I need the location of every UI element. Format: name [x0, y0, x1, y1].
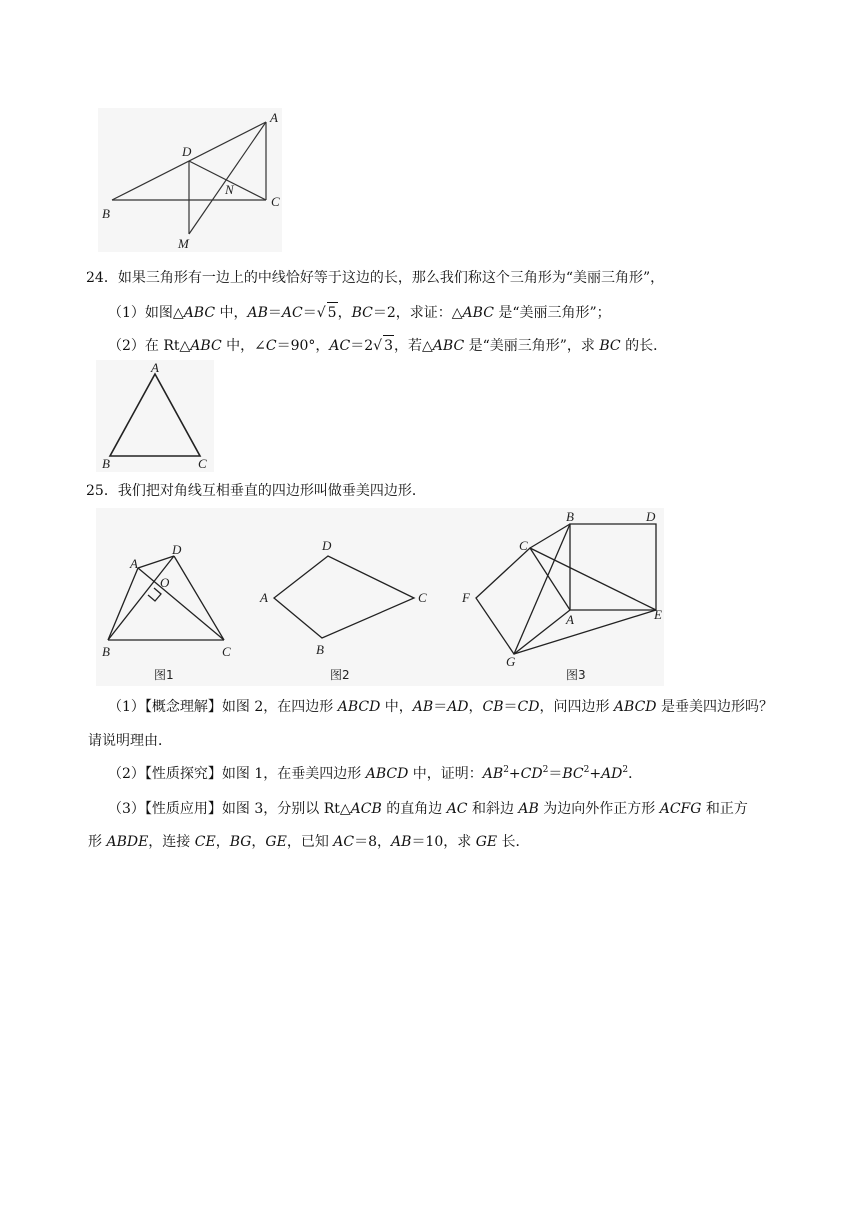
figure-q23	[98, 108, 282, 252]
q25-p3-acfg: ACFG	[659, 801, 702, 817]
q24-p2-mid2: ，若△	[394, 338, 433, 354]
q23-label-a: A	[270, 110, 278, 125]
figure-q25-strip	[96, 508, 664, 686]
q25-p3-ab: AB	[518, 801, 539, 817]
q25-p1-prefix: （1）【概念理解】如图 2，在四边形	[108, 699, 338, 715]
q24-p1-sqrt-val: 5	[327, 302, 338, 323]
q23-label-c: C	[271, 194, 280, 209]
q25-p2-plus1: +	[508, 766, 521, 782]
fig1-label-o: O	[160, 575, 170, 590]
q25-p3-abval: ＝10，求	[411, 834, 476, 850]
q24-label-b: B	[102, 456, 110, 471]
q25-p1-abcd: ABCD	[337, 699, 381, 715]
q25-p3-ce: CE	[194, 834, 216, 850]
q24-stem-text: 如果三角形有一边上的中线恰好等于这边的长，那么我们称这个三角形为“美丽三角形”，	[117, 270, 665, 286]
fig3-label-f: F	[462, 590, 470, 605]
q24-p2-sqrt-val: 3	[383, 335, 394, 356]
fig2-label-a: A	[260, 590, 268, 605]
q25-p2-bc: BC	[562, 766, 584, 782]
q25-stem	[86, 481, 426, 501]
q24-stem	[86, 268, 664, 288]
fig1-label-a: A	[130, 556, 138, 571]
q25-p2-mid: 中，证明：	[408, 766, 483, 782]
q24-p2-prefix: （2）在 Rt△	[108, 338, 191, 354]
q23-label-m: M	[178, 236, 189, 251]
q25-p1-comma: ，	[468, 699, 483, 715]
fig3-label-g: G	[506, 654, 516, 669]
q25-part3-line1	[108, 799, 748, 819]
fig3-label-d: D	[646, 509, 656, 524]
q24-p2-angle: ＝90°，	[276, 338, 330, 354]
q24-p1-ab: AB	[247, 305, 268, 321]
q25-p3-bg: BG	[229, 834, 252, 850]
q24-p2-bc: BC	[599, 338, 621, 354]
q25-p1-cd: CD	[517, 699, 540, 715]
q25-p3-mid: 的直角边	[381, 801, 447, 817]
q25-p3-mid3: 为边向外作正方形	[538, 801, 660, 817]
q25-part1-line2	[88, 731, 172, 751]
fig2-label-b: B	[316, 642, 324, 657]
fig3-label-b: B	[566, 509, 574, 524]
q25-part2	[108, 764, 642, 784]
q24-p2-c: C	[265, 338, 277, 354]
q25-p1-eq1: ＝	[433, 699, 448, 715]
sqrt-symbol: √ 5	[317, 302, 338, 323]
q25-p1-ad: AD	[447, 699, 469, 715]
figure-q25-svg	[96, 508, 664, 686]
q25-p2-cd: CD	[520, 766, 543, 782]
q24-p1-eq2: ＝	[302, 305, 317, 321]
q24-p2-eq: ＝2	[350, 338, 374, 354]
q23-label-n: N	[225, 182, 234, 197]
q24-part2	[108, 335, 667, 356]
q25-p3-c1: ，	[215, 834, 230, 850]
q25-p3-l2-mid2: ，已知	[286, 834, 334, 850]
q24-p1-suffix: 是“美丽三角形”；	[493, 305, 611, 321]
q25-fig2	[274, 556, 414, 638]
q24-p1-abc2: ABC	[462, 305, 494, 321]
q24-label-a: A	[151, 360, 159, 375]
fig2-label-d: D	[322, 538, 332, 553]
q24-p2-abc2: ABC	[432, 338, 465, 354]
q25-p2-end: ．	[628, 766, 643, 782]
q25-p1-suffix: 是垂美四边形吗？	[656, 699, 773, 715]
q24-p1-bcval: ＝2，求证：△	[372, 305, 463, 321]
q25-p2-abcd: ABCD	[365, 766, 409, 782]
fig1-label-d: D	[172, 542, 182, 557]
q24-p1-mid1: 中，	[215, 305, 248, 321]
fig2-label-c: C	[418, 590, 427, 605]
q24-p1-bc: BC	[351, 305, 373, 321]
q24-p1-mid2: ，	[337, 305, 352, 321]
q25-p3-prefix: （3）【性质应用】如图 3，分别以 Rt△	[108, 801, 351, 817]
q25-p1-eq2: ＝	[503, 699, 518, 715]
q24-part1	[108, 302, 611, 323]
figure-q24-triangle	[96, 360, 214, 472]
fig3-label-c: C	[519, 538, 528, 553]
q24-p2-mid3: 是“美丽三角形”，求	[464, 338, 600, 354]
q24-label-c: C	[198, 456, 207, 471]
q25-p3-l2-mid: ，连接	[148, 834, 195, 850]
q24-number: 24．	[86, 270, 118, 286]
q24-p1-eq: ＝	[267, 305, 282, 321]
q25-p1-mid2: ，问四边形	[539, 699, 614, 715]
fig2-caption: 图2	[330, 668, 350, 682]
q23-label-d: D	[182, 144, 192, 159]
q25-p2-ad: AD	[601, 766, 623, 782]
figure-q24-svg	[96, 360, 214, 472]
q25-p2-plus2: +	[589, 766, 602, 782]
q23-label-b: B	[102, 206, 110, 221]
q25-stem-text: 我们把对角线互相垂直的四边形叫做垂美四边形．	[117, 483, 426, 499]
q25-fig3	[476, 524, 656, 654]
q25-part3-line2	[88, 832, 530, 852]
q25-p3-acb: ACB	[350, 801, 382, 817]
q25-p3-ac: AC	[446, 801, 468, 817]
q24-p2-abc: ABC	[190, 338, 222, 354]
q25-p3-mid2: 和斜边	[467, 801, 519, 817]
q25-p3-suffix: 和正方	[701, 801, 748, 817]
q25-p1-line2: 请说明理由．	[88, 733, 172, 749]
q25-p2-ab: AB	[482, 766, 504, 782]
q24-p2-ac: AC	[329, 338, 351, 354]
q25-p1-ab: AB	[412, 699, 434, 715]
q25-p1-mid: 中，	[380, 699, 413, 715]
q25-p2-eq: ＝	[548, 766, 563, 782]
q25-p3-ge2: GE	[475, 834, 498, 850]
q25-part1-line1	[108, 697, 773, 717]
fig3-label-e: E	[654, 607, 662, 622]
q25-fig1	[108, 556, 224, 640]
fig1-label-b: B	[102, 644, 110, 659]
q25-p3-l2-prefix: 形	[88, 834, 107, 850]
fig3-label-a: A	[566, 612, 574, 627]
q25-p1-abcd2: ABCD	[613, 699, 657, 715]
q24-p1-prefix: （1）如图△	[108, 305, 184, 321]
q25-number: 25．	[86, 483, 118, 499]
q25-p2-exp1: 2	[503, 765, 509, 775]
q24-p2-mid1: 中，∠	[221, 338, 266, 354]
q25-p3-ab2: AB	[391, 834, 412, 850]
q25-p2-exp4: 2	[622, 765, 629, 775]
q25-p2-exp3: 2	[583, 765, 590, 775]
q25-p1-cb: CB	[482, 699, 504, 715]
q25-p2-prefix: （2）【性质探究】如图 1，在垂美四边形	[108, 766, 366, 782]
q25-p3-c2: ，	[251, 834, 266, 850]
fig3-caption: 图3	[566, 668, 586, 682]
q24-p1-ac: AC	[281, 305, 303, 321]
sqrt-symbol: √ 3	[373, 335, 394, 356]
q25-p3-ge: GE	[265, 834, 287, 850]
q25-p3-ac2: AC	[333, 834, 355, 850]
q25-p3-l2-suffix: 长．	[497, 834, 530, 850]
figure-q23-svg	[98, 108, 282, 252]
q24-p1-abc: ABC	[183, 305, 216, 321]
q25-p2-exp2: 2	[542, 765, 549, 775]
q25-p3-acval: ＝8，	[354, 834, 392, 850]
fig1-caption: 图1	[154, 668, 174, 682]
fig1-label-c: C	[222, 644, 231, 659]
q24-p2-suffix: 的长．	[620, 338, 668, 354]
q25-p3-abde: ABDE	[106, 834, 149, 850]
